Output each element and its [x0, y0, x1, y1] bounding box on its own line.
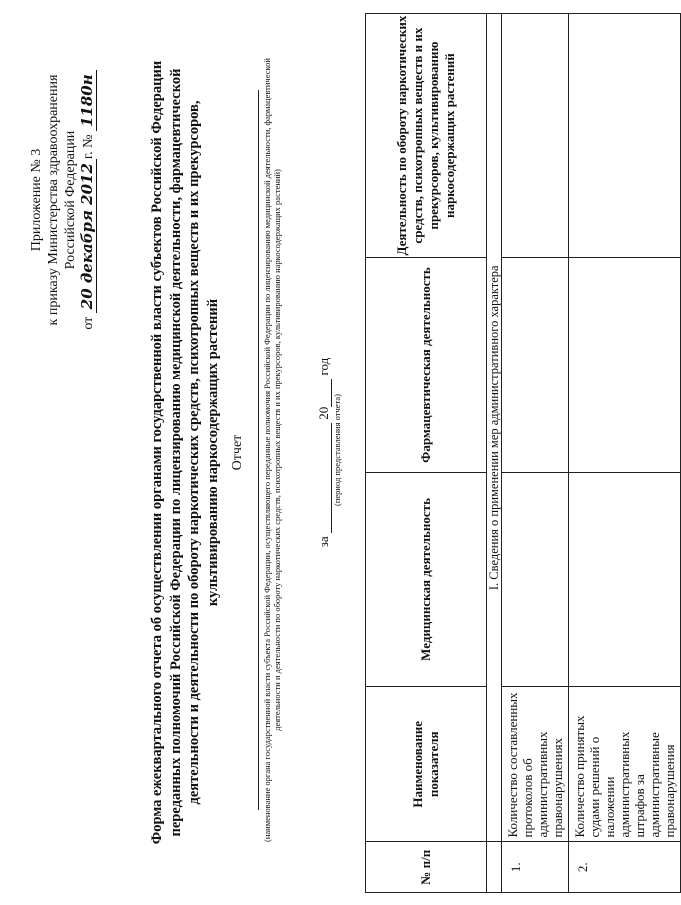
header-indicator-name: Наименование показателя [366, 687, 487, 842]
header-pharmaceutical: Фармацевтическая деятельность [366, 258, 487, 473]
row-indicator: Количество составленных протоколов об административных правонарушениях [502, 687, 569, 842]
header-medical: Медицинская деятельность [366, 472, 487, 686]
ministry-name: Российской Федерации [63, 130, 78, 270]
section-row [487, 14, 502, 893]
date-suffix: г. № [81, 134, 96, 160]
header-narcotics: Деятельность по обороту наркотических средств, психотропных веществ и их прекурсоров, культивированию наркосодержащих растений [366, 14, 487, 258]
row-value-narcotics[interactable] [502, 14, 569, 258]
handwritten-order-number: 1180н [79, 70, 97, 131]
row-value-medical[interactable] [569, 472, 681, 686]
section-empty-cell [487, 842, 502, 893]
authority-caption: (наименование органа государственной власти субъекта Российской Федерации, осуществляющего переданные полномочия Российской Федерации по лицензированию медицинской деятельности, фармацевтической деятельности и деятельности по обороту наркотических средств, психотропных веществ и их прекурсоров, культивированию наркосодержащих растений) [262, 58, 282, 842]
period-blank [315, 423, 332, 533]
table-row [569, 14, 681, 893]
form-title: Форма ежеквартального отчета об осуществлении органами государственной власти субъектов Российской Федерации переданных полномочий Российской Федерации по лицензированию медицинской деятельности, фармацевтической деятельности и деятельности по обороту наркотических средств, психотропных веществ и их прекурсоров, культивированию наркосодержащих растений [149, 60, 221, 845]
appendix-number: Приложение № 3 [29, 148, 44, 252]
year-blank [315, 379, 332, 407]
row-indicator: Количество принятых судами решений о наложении административных штрафов за административные правонарушения [569, 687, 681, 842]
date-prefix: от [81, 316, 96, 330]
row-number: 1. [502, 842, 569, 893]
handwritten-date: 20 декабря 2012 [79, 159, 97, 313]
report-heading: Отчет [230, 434, 245, 471]
order-date-line [79, 60, 97, 340]
report-table [365, 13, 681, 893]
row-number: 2. [569, 842, 681, 893]
row-value-pharmaceutical[interactable] [569, 258, 681, 473]
row-value-narcotics[interactable] [569, 14, 681, 258]
report-period-line [315, 0, 332, 905]
appendix-header [28, 60, 97, 340]
table-header-row [366, 14, 487, 893]
row-value-medical[interactable] [502, 472, 569, 686]
authority-name-blank [258, 90, 259, 810]
section-title: I. Сведения о применении мер административного характера [487, 14, 502, 843]
row-value-pharmaceutical[interactable] [502, 258, 569, 473]
header-number: № п/п [366, 842, 487, 893]
period-prefix: за [316, 536, 331, 548]
period-suffix: год [316, 357, 331, 376]
period-year-prefix: 20 [316, 406, 331, 420]
order-reference: к приказу Министерства здравоохранения [46, 74, 61, 326]
period-caption: (период представления отчета) [332, 394, 342, 506]
table-row [502, 14, 569, 893]
